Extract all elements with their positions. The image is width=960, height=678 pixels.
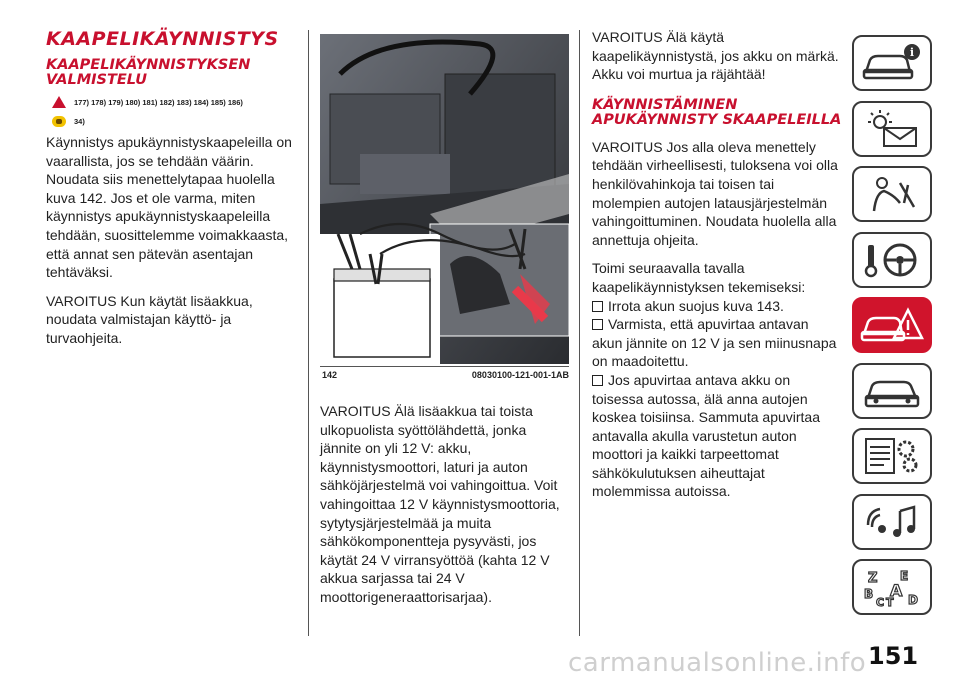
environment-refs (52, 116, 298, 127)
checkbox-bullet-icon (592, 301, 603, 312)
tab-specifications[interactable] (852, 428, 932, 484)
list-item-text: Jos apuvirtaa antava akku on toisessa autossa, älä anna autojen koskea toisiinsa. Sammuta apuvirtaa antavalla akulla varustetun auton moottori ja kaikki tarpeettomat sähkökulutuksen aiheuttajat molemmissa autoissa. (592, 371, 820, 500)
warning-refs (52, 96, 298, 108)
figure-rule (320, 366, 569, 367)
list-item (592, 371, 842, 501)
list-item (592, 315, 842, 371)
car-service-icon (860, 370, 924, 412)
battery-jumper-figure (320, 34, 569, 364)
column-divider (579, 30, 580, 636)
figure-number: 142 (322, 370, 338, 380)
emergency-icon (860, 304, 924, 346)
tab-index[interactable] (852, 559, 932, 615)
checkbox-bullet-icon (592, 319, 603, 330)
tab-steering-key[interactable] (852, 232, 932, 288)
figure-code: 08030100-121-001-1AB (471, 370, 569, 380)
column-2 (320, 402, 570, 607)
svg-text:Z: Z (868, 571, 878, 586)
list-item-text: Varmista, että apuvirtaa antavan akun jännite on 12 V ja sen miinusnapa on maadoitettu. (592, 316, 837, 370)
dashboard-lights-icon (860, 108, 924, 150)
section-heading: KAAPELIKÄYNNISTYKSEN VALMISTELU (46, 57, 251, 88)
checkbox-bullet-icon (592, 375, 603, 386)
column-3 (592, 28, 842, 501)
index-letters-icon (860, 566, 924, 608)
paragraph-voltage-warning: VAROITUS Älä lisäakkua tai toista ulkopuolista syöttölähdettä, jonka jännite on yli 12 V: akku, käynnistysmoottori, laturi ja auton sähköjärjestelmä voi vahingoittua. Voit vahingoittaa 12 V käynnistysmoottoria, sytytysjärjestelmää ja muita sähkökomponentteja pysyvästi, jos käytät 24 V virransyöttöä (kahta 12 V akkua sarjassa tai 24 V moottorigeneraattorisarjaa). (320, 403, 560, 605)
tab-car-service[interactable] (852, 363, 932, 419)
paragraph-wet-battery-warning: VAROITUS Älä käytä kaapelikäynnistystä, jos akku on märkä. Akku voi murtua ja räjähtää! (592, 29, 839, 83)
figure-caption (322, 370, 569, 380)
paragraph-warning-extra-battery: VAROITUS Kun käytät lisäakkua, noudata valmistajan käyttö- ja turvaohjeita. (46, 292, 253, 346)
list-item-text: Irrota akun suojus kuva 143. (608, 297, 784, 314)
svg-text:B: B (864, 587, 874, 601)
car-info-icon (860, 42, 924, 84)
page-title: KAAPELIKÄYNNISTYS (46, 28, 279, 50)
svg-text:C: C (876, 596, 885, 608)
tab-dashboard-lights[interactable] (852, 101, 932, 157)
column-1 (46, 28, 298, 348)
svg-text:A: A (890, 581, 903, 600)
safety-icon (860, 173, 924, 215)
tab-emergency[interactable] (852, 297, 932, 353)
tab-multimedia[interactable] (852, 494, 932, 550)
specs-gears-icon (860, 435, 924, 477)
paragraph-procedure-warning: VAROITUS Jos alla oleva menettely tehdään virheellisesti, tuloksena voi olla henkilövahinkoja tai toisen tai molempien autojen latausjärjestelmän vahingoittuminen. Noudata huolella alla annettuja ohjeita. (592, 138, 838, 248)
paragraph-procedure-intro: Toimi seuraavalla tavalla kaapelikäynnistyksen tekemiseksi: (592, 260, 806, 295)
warning-refs-text: 177) 178) 179) 180) 181) 182) 183) 184) 185) 186) (74, 97, 243, 107)
jump-start-illustration (320, 34, 569, 364)
svg-text:E: E (900, 569, 909, 583)
svg-text:T: T (886, 596, 894, 608)
environment-refs-text: 34) (74, 117, 85, 126)
steering-key-icon (860, 239, 924, 281)
environment-hand-icon (52, 116, 66, 127)
watermark: carmanualsonline.info (568, 648, 867, 678)
column-divider (308, 30, 309, 636)
chapter-sidebar (852, 35, 932, 625)
warning-triangle-icon (52, 96, 66, 108)
multimedia-icon (860, 501, 924, 543)
page-number: 151 (868, 642, 919, 670)
svg-text:D: D (908, 593, 918, 607)
tab-safety[interactable] (852, 166, 932, 222)
paragraph-intro: Käynnistys apukäynnistyskaapeleilla on vaarallista, jos se tehdään väärin. Noudata siis menettelytapaa huolella kuva 142. Jos et ole varma, miten käynnistys apukäynnistyskaapeleilla tehdään, suosittelemme voimakkaasta, että annat sen pätevän asentajan tehtäväksi. (46, 134, 292, 281)
svg-text:i: i (909, 46, 915, 59)
section-heading-jump-start: KÄYNNISTÄMINEN APUKÄYNNISTY SKAAPELEILLA (592, 96, 842, 128)
tab-car-info[interactable] (852, 35, 932, 91)
list-item (592, 297, 842, 316)
